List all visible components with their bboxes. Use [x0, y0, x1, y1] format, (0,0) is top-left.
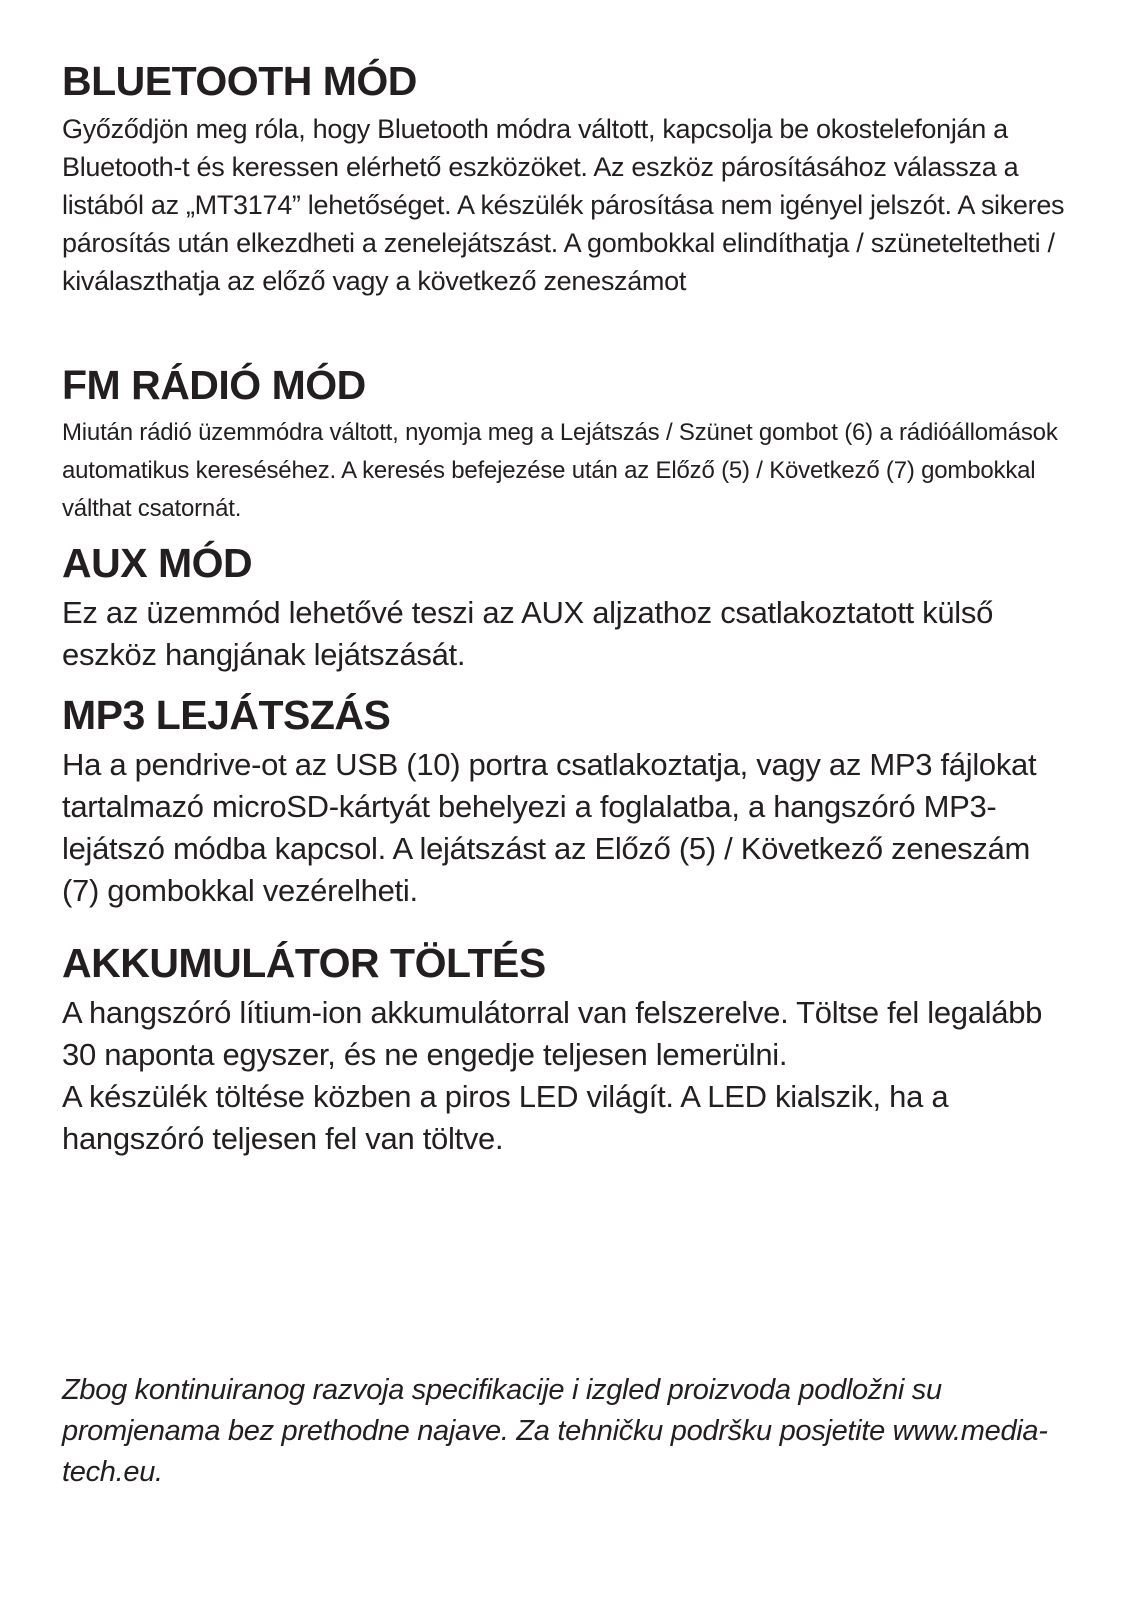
- aux-text: Ez az üzemmód lehetővé teszi az AUX aljzathoz csatlakoztatott külső eszköz hangjának lejátszását.: [62, 595, 994, 672]
- aux-heading: AUX MÓD: [62, 540, 253, 586]
- fm-radio-text: Miután rádió üzemmódra váltott, nyomja meg a Lejátszás / Szünet gombot (6) a rádióállomások automatikus kereséséhez. A keresés befejezése után az Előző (5) / Következő (7) gombokkal válthat csatornát.: [62, 419, 1058, 522]
- mp3-text: Ha a pendrive-ot az USB (10) portra csatlakoztatja, vagy az MP3 fájlokat tartalmazó microSD-kártyát behelyezi a foglalatba, a hangszóró MP3-lejátszó módba kapcsol. A lejátszást az Előző (5) / Következő zeneszám (7) gombokkal vezérelheti.: [62, 747, 1037, 908]
- battery-charging-section: [62, 938, 1072, 1160]
- aux-section: [62, 538, 1072, 676]
- fm-radio-heading: FM RÁDIÓ MÓD: [62, 362, 366, 408]
- bluetooth-text: Győződjön meg róla, hogy Bluetooth módra váltott, kapcsolja be okostelefonján a Bluetooth-t és keressen elérhető eszközöket. Az eszköz párosításához válassza a listából az „MT3174” lehetőséget. A készülék párosítása nem igényel jelszót. A sikeres párosítás után elkezdheti a zenelejátszást. A gombokkal elindíthatja / szüneteltetheti / kiválaszthatja az előző vagy a következő zeneszámot: [62, 114, 1065, 296]
- mp3-section: [62, 690, 1072, 912]
- manual-page: [62, 0, 1072, 1600]
- battery-charging-text-2: A készülék töltése közben a piros LED világít. A LED kialszik, ha a hangszóró teljesen fel van töltve.: [62, 1079, 949, 1156]
- footer-disclaimer: Zbog kontinuiranog razvoja specifikacije i izgled proizvoda podložni su promjenama bez prethodne najave. Za tehničku podršku posjetite www.media-tech.eu.: [62, 1374, 1048, 1488]
- battery-charging-text-1: A hangszóró lítium-ion akkumulátorral van felszerelve. Töltse fel legalább 30 naponta egyszer, és ne engedje teljesen lemerülni.: [62, 995, 1043, 1072]
- battery-charging-heading: AKKUMULÁTOR TÖLTÉS: [62, 940, 546, 986]
- bluetooth-heading: BLUETOOTH MÓD: [62, 58, 417, 104]
- mp3-heading: MP3 LEJÁTSZÁS: [62, 692, 391, 738]
- fm-radio-section: [62, 360, 1072, 528]
- bluetooth-section: [62, 56, 1072, 300]
